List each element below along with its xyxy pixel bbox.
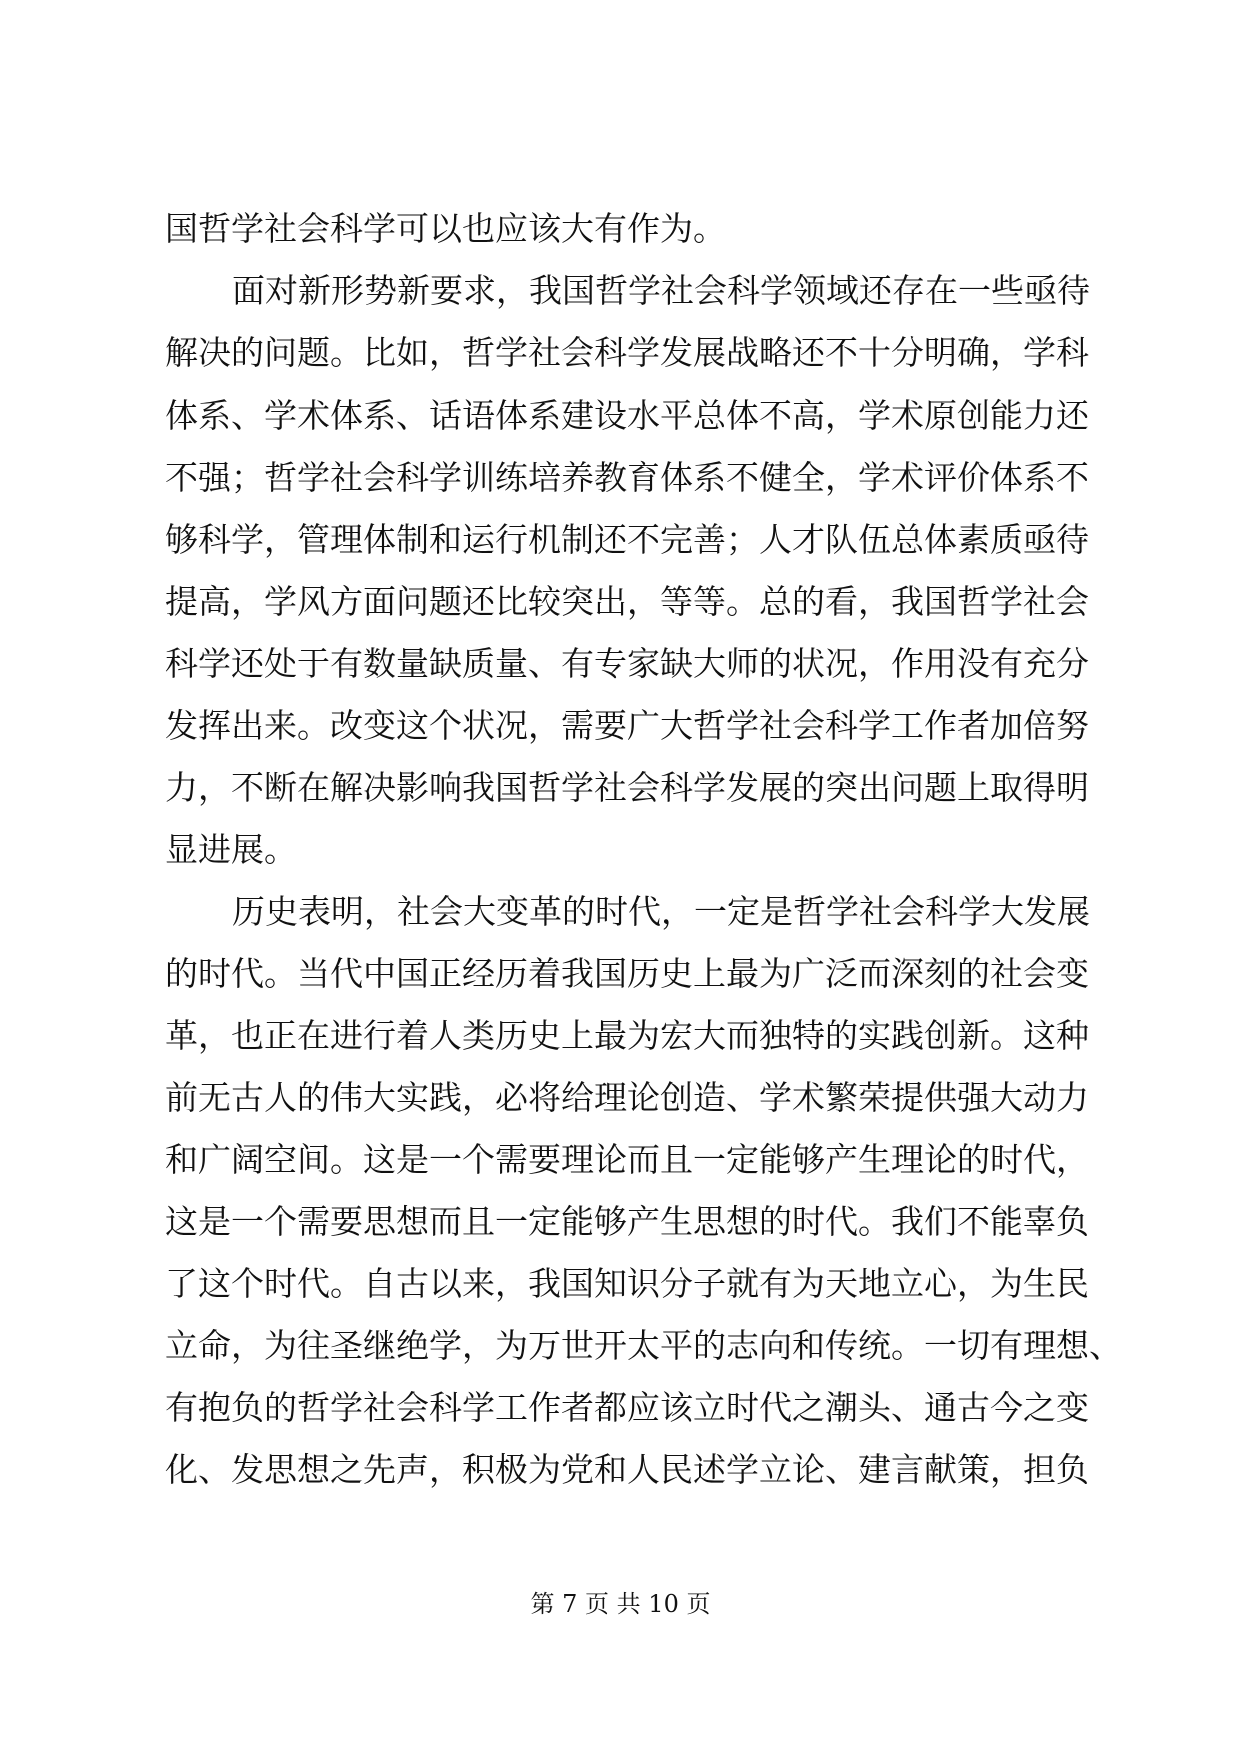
text-line: 够科学，管理体制和运行机制还不完善；人才队伍总体素质亟待 bbox=[165, 520, 1089, 559]
page-number-footer: 第 7 页 共 10 页 bbox=[530, 1590, 711, 1618]
text-line: 的时代。当代中国正经历着我国历史上最为广泛而深刻的社会变 bbox=[165, 954, 1089, 993]
text-line: 历史表明，社会大变革的时代，一定是哲学社会科学大发展 bbox=[232, 892, 1090, 931]
text-line: 显进展。 bbox=[165, 830, 297, 869]
text-line: 不强；哲学社会科学训练培养教育体系不健全，学术评价体系不 bbox=[165, 458, 1089, 497]
text-line: 解决的问题。比如，哲学社会科学发展战略还不十分明确，学科 bbox=[165, 333, 1089, 372]
text-line: 面对新形势新要求，我国哲学社会科学领域还存在一些亟待 bbox=[232, 271, 1090, 310]
text-line: 发挥出来。改变这个状况，需要广大哲学社会科学工作者加倍努 bbox=[165, 706, 1089, 745]
text-line: 和广阔空间。这是一个需要理论而且一定能够产生理论的时代， bbox=[165, 1140, 1089, 1179]
text-line: 国哲学社会科学可以也应该大有作为。 bbox=[165, 209, 726, 248]
text-line: 了这个时代。自古以来，我国知识分子就有为天地立心，为生民 bbox=[165, 1264, 1089, 1303]
text-line: 力，不断在解决影响我国哲学社会科学发展的突出问题上取得明 bbox=[165, 768, 1089, 807]
text-line: 这是一个需要思想而且一定能够产生思想的时代。我们不能辜负 bbox=[165, 1202, 1089, 1241]
text-line: 革，也正在进行着人类历史上最为宏大而独特的实践创新。这种 bbox=[165, 1016, 1089, 1055]
text-line: 立命，为往圣继绝学，为万世开太平的志向和传统。一切有理想、 bbox=[165, 1326, 1122, 1365]
text-line: 科学还处于有数量缺质量、有专家缺大师的状况，作用没有充分 bbox=[165, 644, 1089, 683]
text-line: 化、发思想之先声，积极为党和人民述学立论、建言献策，担负 bbox=[165, 1450, 1089, 1489]
text-line: 提高，学风方面问题还比较突出，等等。总的看，我国哲学社会 bbox=[165, 582, 1089, 621]
text-line: 体系、学术体系、话语体系建设水平总体不高，学术原创能力还 bbox=[165, 396, 1089, 435]
text-line: 有抱负的哲学社会科学工作者都应该立时代之潮头、通古今之变 bbox=[165, 1388, 1089, 1427]
text-line: 前无古人的伟大实践，必将给理论创造、学术繁荣提供强大动力 bbox=[165, 1078, 1089, 1117]
